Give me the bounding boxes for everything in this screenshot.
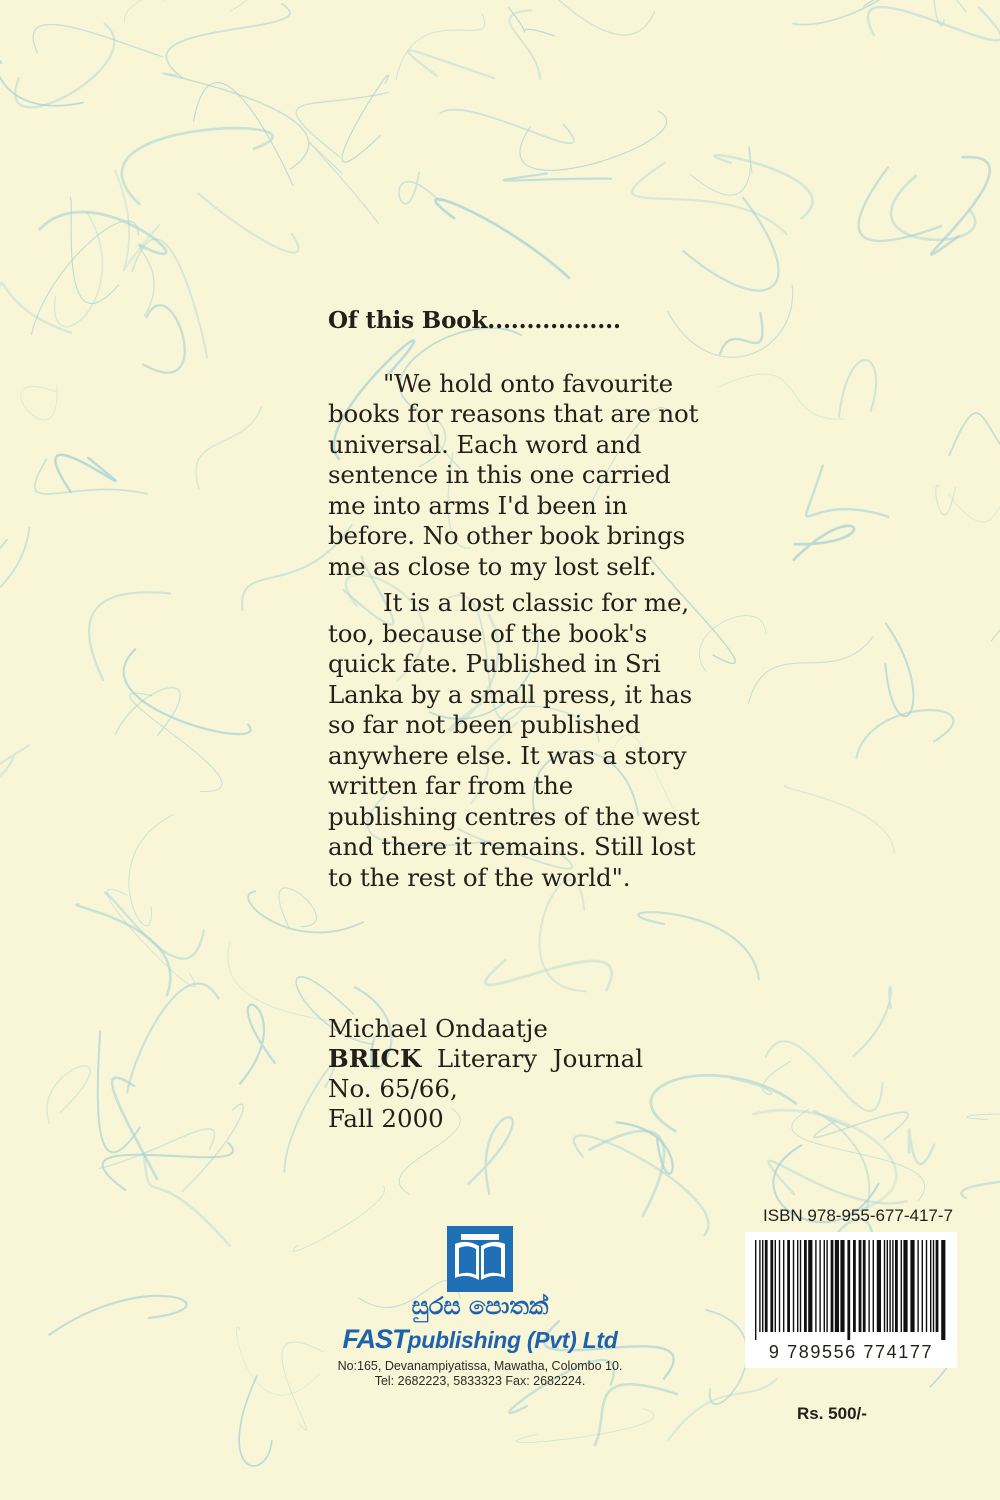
paper-fiber bbox=[15, 24, 114, 107]
paper-fiber bbox=[440, 110, 573, 144]
blurb-section bbox=[328, 306, 708, 899]
barcode-bar bbox=[770, 1240, 773, 1332]
barcode-bars bbox=[755, 1240, 947, 1340]
paper-fiber bbox=[504, 174, 611, 181]
paper-fiber bbox=[231, 0, 307, 11]
publisher-logo-script: සුරස පොතක් bbox=[411, 1292, 549, 1320]
paper-fiber bbox=[0, 59, 83, 106]
paper-fiber bbox=[839, 360, 876, 417]
paper-fiber bbox=[89, 592, 170, 680]
barcode-bar bbox=[903, 1240, 907, 1332]
paper-fiber bbox=[35, 459, 147, 494]
paper-fiber bbox=[194, 83, 293, 186]
barcode-bar bbox=[847, 1240, 850, 1340]
barcode-bar bbox=[889, 1240, 890, 1332]
barcode bbox=[745, 1232, 957, 1368]
barcode-bar bbox=[863, 1240, 866, 1332]
barcode-bar bbox=[917, 1240, 918, 1332]
barcode-bar bbox=[930, 1240, 931, 1332]
publisher-address bbox=[310, 1359, 650, 1389]
barcode-bar bbox=[759, 1240, 760, 1332]
paper-fiber bbox=[140, 245, 154, 316]
paper-fiber bbox=[103, 1143, 233, 1190]
paper-fiber bbox=[715, 155, 813, 218]
paper-fiber bbox=[21, 385, 57, 420]
paper-fiber bbox=[309, 142, 379, 223]
paper-fiber bbox=[574, 1135, 709, 1235]
open-book-icon bbox=[447, 1226, 513, 1292]
paper-fiber bbox=[967, 1114, 1000, 1158]
paper-fiber bbox=[934, 0, 965, 26]
barcode-bar bbox=[815, 1240, 816, 1332]
barcode-bar bbox=[853, 1240, 856, 1332]
paper-fiber bbox=[806, 465, 888, 516]
barcode-bar bbox=[926, 1240, 927, 1332]
paper-fiber bbox=[47, 1066, 90, 1123]
barcode-bar bbox=[941, 1240, 945, 1340]
paper-fiber bbox=[279, 888, 316, 929]
barcode-digits: 9 789556 774177 bbox=[768, 1342, 934, 1362]
barcode-bar bbox=[922, 1240, 923, 1332]
paper-fiber bbox=[784, 785, 894, 852]
barcode-bar bbox=[895, 1240, 898, 1332]
barcode-bar bbox=[910, 1240, 914, 1332]
paper-fiber bbox=[435, 199, 569, 278]
barcode-bar bbox=[819, 1240, 820, 1332]
paper-fiber bbox=[766, 1041, 883, 1111]
isbn-block bbox=[745, 1206, 957, 1368]
isbn-label: ISBN 978-955-677-417-7 bbox=[763, 1206, 953, 1225]
paper-fiber bbox=[33, 24, 162, 56]
paper-fiber bbox=[408, 50, 494, 78]
publisher-address-line: No:165, Devanampiyatissa, Mawatha, Colombo 10. bbox=[337, 1359, 623, 1373]
paper-fiber bbox=[166, 4, 290, 78]
paper-fiber bbox=[793, 0, 894, 25]
attribution bbox=[328, 1014, 643, 1134]
paper-fiber bbox=[590, 1131, 665, 1216]
paper-fiber bbox=[112, 1078, 157, 1179]
paper-fiber bbox=[49, 1296, 186, 1335]
paper-fiber bbox=[0, 745, 29, 786]
journal-subtitle: Literary Journal bbox=[421, 1044, 644, 1073]
paper-fiber bbox=[55, 212, 103, 326]
paper-fiber bbox=[239, 1376, 272, 1466]
paper-fiber bbox=[240, 1005, 275, 1084]
journal-issue: No. 65/66, bbox=[328, 1074, 458, 1103]
paper-fiber bbox=[632, 163, 786, 234]
barcode-bar bbox=[755, 1240, 756, 1340]
paper-fiber bbox=[520, 112, 667, 171]
paper-fiber bbox=[748, 637, 872, 703]
publisher-name bbox=[310, 1324, 650, 1355]
paper-fiber bbox=[160, 0, 197, 1]
barcode-bar bbox=[933, 1240, 934, 1332]
paper-fiber bbox=[124, 0, 226, 23]
barcode-bar bbox=[765, 1240, 768, 1332]
publisher-name-fast: FAST bbox=[342, 1324, 408, 1354]
paper-fiber bbox=[868, 7, 1000, 40]
journal-name: BRICK bbox=[328, 1044, 422, 1073]
paper-fiber bbox=[0, 528, 29, 600]
paper-fiber bbox=[936, 485, 955, 514]
paper-fiber bbox=[144, 1153, 230, 1246]
paper-fiber bbox=[99, 1129, 214, 1169]
barcode-bar bbox=[762, 1240, 763, 1332]
paper-fiber bbox=[296, 93, 388, 158]
barcode-bar bbox=[787, 1240, 790, 1332]
barcode-bar bbox=[826, 1240, 827, 1332]
paper-fiber bbox=[719, 374, 844, 419]
barcode-bar bbox=[783, 1240, 784, 1332]
publisher-name-rest: publishing (Pvt) Ltd bbox=[407, 1327, 618, 1353]
paper-fiber bbox=[706, 1310, 747, 1404]
paper-fiber bbox=[651, 1075, 796, 1131]
barcode-bar bbox=[775, 1240, 776, 1332]
barcode-bar bbox=[887, 1240, 888, 1332]
paper-fiber bbox=[0, 283, 71, 334]
publisher-contact-line: Tel: 2682223, 5833323 Fax: 2682224. bbox=[374, 1374, 586, 1388]
barcode-bar bbox=[804, 1240, 807, 1332]
barcode-bar bbox=[779, 1240, 780, 1332]
paper-fiber bbox=[516, 1409, 654, 1443]
paper-fiber bbox=[794, 526, 854, 560]
blurb-paragraph-2: It is a lost classic for me, too, because of the book's quick fate. Published in Sri Lanka by a small press, it has so far not been published anywhere else. It was a story written far from the publishing centres of the west and there it remains. Still lost to the rest of the world". bbox=[328, 588, 700, 892]
barcode-bar bbox=[892, 1240, 893, 1332]
paper-fiber bbox=[909, 1129, 934, 1164]
paper-fiber bbox=[55, 455, 115, 492]
paper-fiber bbox=[129, 814, 174, 925]
paper-fiber bbox=[949, 413, 1000, 489]
barcode-bar bbox=[936, 1240, 939, 1332]
paper-fiber bbox=[40, 212, 167, 254]
paper-fiber bbox=[792, 1109, 925, 1201]
paper-fiber bbox=[143, 305, 184, 372]
paper-fiber bbox=[509, 10, 540, 79]
paper-fiber bbox=[182, 1104, 243, 1191]
paper-fiber bbox=[77, 905, 171, 996]
paper-fiber bbox=[284, 1064, 334, 1172]
publisher-block bbox=[310, 1226, 650, 1389]
journal-line bbox=[328, 1044, 643, 1074]
paper-fiber bbox=[228, 942, 343, 1032]
barcode-bar bbox=[831, 1240, 834, 1332]
barcode-bar bbox=[873, 1240, 874, 1332]
blurb-paragraph-1: "We hold onto favourite books for reasons that are not universal. Each word and sentence in this one carried me into arms I'd been in before. No other book brings me as close to my lost self. bbox=[328, 368, 699, 581]
paper-fiber bbox=[124, 649, 251, 734]
barcode-bar bbox=[800, 1240, 801, 1332]
paper-fiber bbox=[668, 1379, 776, 1440]
barcode-bar bbox=[884, 1240, 885, 1332]
paper-fiber bbox=[236, 1327, 319, 1395]
barcode-bar bbox=[793, 1240, 794, 1332]
barcode-bar bbox=[824, 1240, 825, 1332]
journal-date: Fall 2000 bbox=[328, 1104, 444, 1133]
blurb-heading: Of this Book................. bbox=[328, 307, 621, 334]
paper-fiber bbox=[885, 624, 913, 717]
paper-fiber bbox=[753, 1110, 896, 1210]
barcode-bar bbox=[868, 1240, 869, 1332]
barcode-bar bbox=[859, 1240, 862, 1332]
barcode-bar bbox=[901, 1240, 902, 1332]
paper-fiber bbox=[132, 239, 207, 358]
paper-fiber bbox=[399, 172, 440, 203]
barcode-bar bbox=[835, 1240, 839, 1332]
paper-fiber bbox=[720, 313, 762, 354]
paper-fiber bbox=[638, 912, 758, 979]
paper-fiber bbox=[163, 73, 309, 169]
barcode-bar bbox=[808, 1240, 812, 1332]
barcode-bar bbox=[877, 1240, 881, 1332]
paper-fiber bbox=[854, 987, 891, 1056]
paper-fiber bbox=[105, 892, 204, 958]
price-label: Rs. 500/- bbox=[797, 1404, 867, 1423]
barcode-bar bbox=[797, 1240, 798, 1332]
barcode-bar bbox=[840, 1240, 844, 1332]
paper-fiber bbox=[122, 128, 273, 204]
paper-fiber bbox=[196, 407, 262, 488]
author-name: Michael Ondaatje bbox=[328, 1014, 548, 1043]
paper-fiber bbox=[595, 1384, 677, 1445]
paper-fiber bbox=[992, 615, 1000, 680]
paper-fiber bbox=[342, 75, 388, 162]
paper-fiber bbox=[31, 221, 138, 335]
paper-fiber bbox=[127, 983, 218, 1092]
paper-fiber bbox=[107, 889, 195, 986]
paper-fiber bbox=[683, 198, 778, 291]
paper-fiber bbox=[198, 193, 298, 252]
paper-fiber bbox=[948, 494, 1000, 522]
paper-fiber bbox=[961, 1144, 1000, 1198]
